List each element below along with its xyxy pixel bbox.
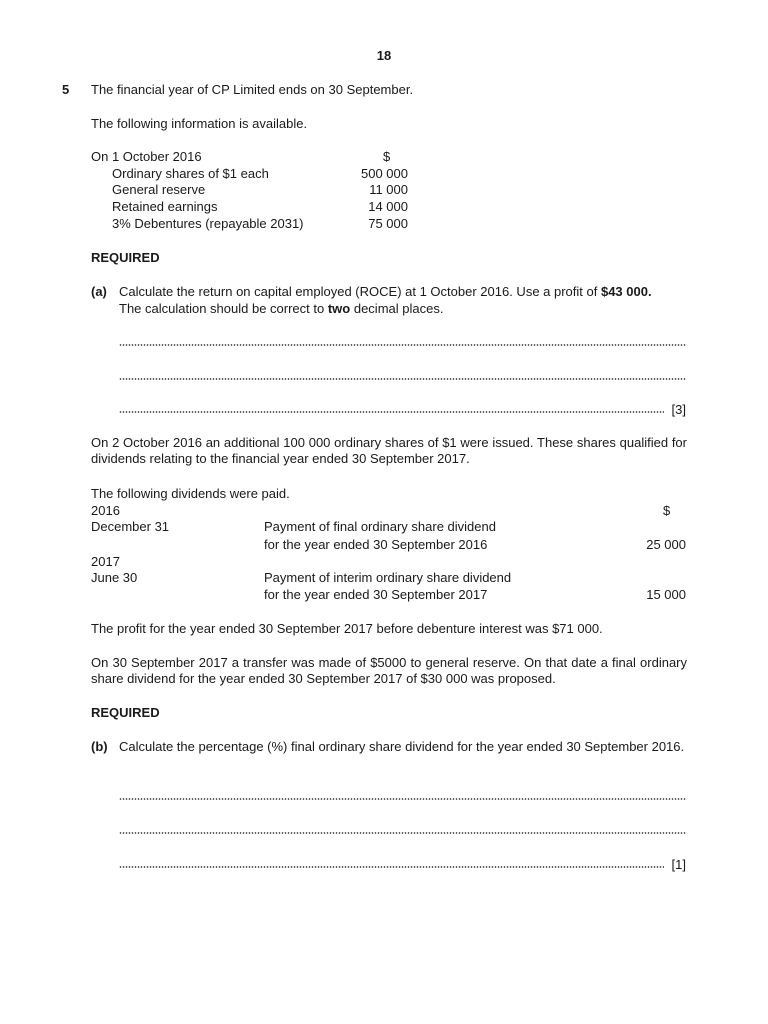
part-a-text-line1 <box>119 284 652 300</box>
balance-label: Retained earnings <box>112 199 218 214</box>
part-a-decimal-places: two <box>327 301 351 316</box>
dividend-year: 2016 <box>91 503 120 518</box>
dividend-amount: 15 000 <box>646 587 686 602</box>
question-number: 5 <box>62 82 70 97</box>
part-a-marks: [3] <box>671 402 686 417</box>
required-heading: REQUIRED <box>91 250 160 265</box>
answer-line[interactable] <box>119 344 686 346</box>
answer-line[interactable] <box>119 798 686 800</box>
dividend-description: Payment of interim ordinary share dividend <box>264 570 512 585</box>
dividends-heading: The following dividends were paid. <box>91 486 290 501</box>
balance-label: Ordinary shares of $1 each <box>112 166 269 181</box>
dividend-date: December 31 <box>91 519 170 534</box>
part-b-label: (b) <box>91 739 108 754</box>
dividend-amount: 25 000 <box>646 537 686 552</box>
balance-label: 3% Debentures (repayable 2031) <box>112 216 304 231</box>
balances-currency: $ <box>383 149 391 164</box>
part-a-text-line2-pre: The calculation should be correct to <box>119 301 328 316</box>
required-heading: REQUIRED <box>91 705 160 720</box>
answer-line[interactable] <box>119 832 686 834</box>
part-b-marks: [1] <box>671 857 686 872</box>
dividend-description: for the year ended 30 September 2016 <box>264 537 488 552</box>
answer-line[interactable] <box>119 411 664 413</box>
transfer-paragraph: On 30 September 2017 a transfer was made of $5000 to general reserve. On that date a final ordinary share dividend for the year ended 30 September 2017 of $30 000 was proposed. <box>91 655 687 686</box>
dividend-description: for the year ended 30 September 2017 <box>264 587 488 602</box>
answer-line[interactable] <box>119 866 664 868</box>
dividend-date: June 30 <box>91 570 138 585</box>
part-a-text-line2-post: decimal places. <box>350 301 444 316</box>
dividend-year: 2017 <box>91 554 120 569</box>
profit-paragraph: The profit for the year ended 30 September 2017 before debenture interest was $71 000. <box>91 621 603 636</box>
question-intro: The financial year of CP Limited ends on 30 September. <box>91 82 414 97</box>
part-a-text-line2 <box>119 301 443 317</box>
balance-value: 75 000 <box>368 216 408 231</box>
balance-label: General reserve <box>112 182 206 197</box>
answer-line[interactable] <box>119 378 686 380</box>
balance-value: 500 000 <box>361 166 408 181</box>
dividend-description: Payment of final ordinary share dividend <box>264 519 496 534</box>
balance-value: 11 000 <box>369 182 408 197</box>
balances-date: On 1 October 2016 <box>91 149 202 164</box>
part-a-profit-amount: $43 000. <box>600 284 652 299</box>
balance-value: 14 000 <box>368 199 408 214</box>
info-available-text: The following information is available. <box>91 116 308 131</box>
page-number: 18 <box>376 48 392 63</box>
part-b-text: Calculate the percentage (%) final ordinary share dividend for the year ended 30 September 2016. <box>119 739 685 754</box>
share-issue-paragraph: On 2 October 2016 an additional 100 000 ordinary shares of $1 were issued. These shares qualified for dividends relating to the financial year ended 30 September 2017. <box>91 435 687 466</box>
part-a-label: (a) <box>91 284 107 299</box>
dividends-currency: $ <box>663 503 671 518</box>
part-a-text-line1-main: Calculate the return on capital employed (ROCE) at 1 October 2016. Use a profit of <box>119 284 601 299</box>
